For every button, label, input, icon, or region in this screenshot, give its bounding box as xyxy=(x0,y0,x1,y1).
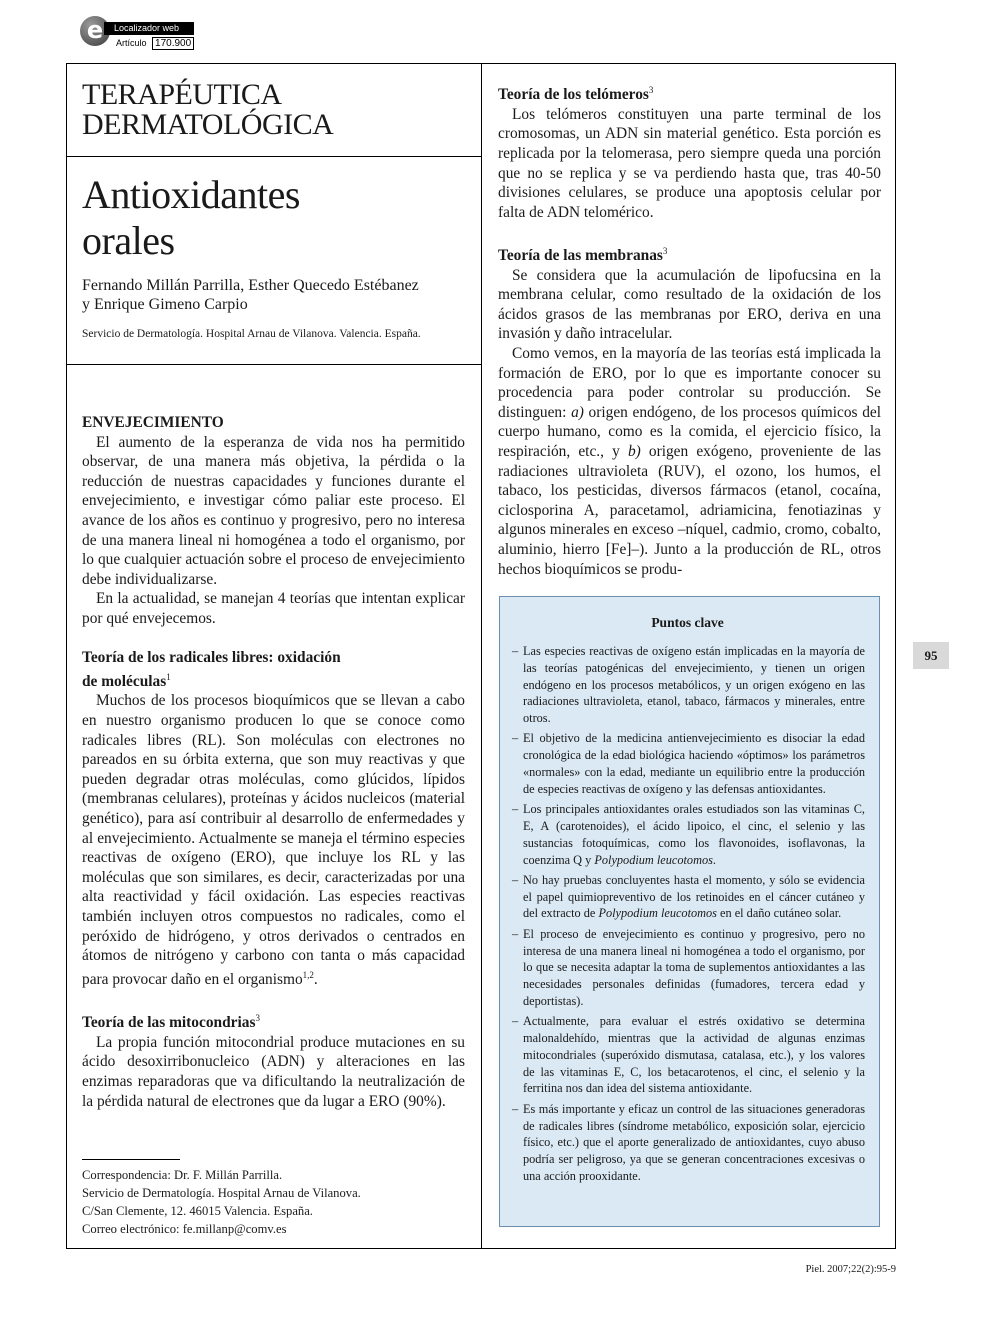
article-number: 170.900 xyxy=(152,37,194,50)
list-item: – Actualmente, para evaluar el estrés oxidativo se determina malonaldehído, mientras que la actividad de algunas enzimas mitocondriales (superóxido dismutasa, catalasa, etc.), y los valores de las vitaminas E, C, los betacarotenos, el cinc, el selenio y la ferritina nos dan idea del sistema antioxidante. xyxy=(510,1013,865,1097)
list-item: – No hay pruebas concluyentes hasta el momento, y sólo se evidencia el papel quimiopreventivo de los retinoides en el cáncer cutáneo y del extracto de Polypodium leucotomos en el daño cutáneo solar. xyxy=(510,872,865,922)
heading-radicales-libres: Teoría de los radicales libres: oxidación de moléculas$^1$ xyxy=(82,649,341,690)
section-divider xyxy=(66,156,482,157)
list-item: – Los principales antioxidantes orales estudiados son las vitaminas C, E, A (carotenoides), el ácido lipoico, el cinc, el selenio y las sustancias fotoquímicas, como los flavonoides, isoflavonas, la coenzima Q y Polypodium leucotomos. xyxy=(510,801,865,868)
list-item: – El proceso de envejecimiento es continuo y progresivo, pero no interesa de una manera lineal ni homogénea a todo el organismo, por lo que se necesita adaptar la toma de suplementos antioxidantes a las necesidades personales definidas (fumadores, tercera edad y deportistas). xyxy=(510,926,865,1010)
email: Correo electrónico: fe.millanp@comv.es xyxy=(82,1222,287,1236)
paragraph: El aumento de la esperanza de vida nos ha permitido observar, de una manera más objetiva, la pérdida o la reducción de nuestras capacidades y funciones durante el envejecimiento, e investigar cómo paliar este proceso. El avance de los años es continuo y progresivo, pero no interesa de una manera lineal ni homogénea a todo el organismo, por lo que cualquier actuación sobre el proceso de envejecimiento debe individualizarse. xyxy=(82,433,465,588)
header-divider xyxy=(66,364,482,365)
key-points-title: Puntos clave xyxy=(651,615,724,630)
page-number: 95 xyxy=(913,642,949,669)
heading-envejecimiento: ENVEJECIMIENTO xyxy=(82,414,224,431)
e-logo-icon: e xyxy=(80,16,110,46)
heading-membranas: Teoría de las membranas$^3$ xyxy=(498,245,668,264)
paragraph: Se considera que la acumulación de lipofucsina en la membrana celular, como resultado de la oxidación de los ácidos grasos de las membranas por ERO, deriva en una invasión y daño intracelular. xyxy=(498,266,881,343)
list-item: – El objetivo de la medicina antienvejecimiento es disociar la edad cronológica de la edad biológica haciendo «óptimos» los parámetros «normales» con la edad, mediante un equilibrio entre la producción de especies reactivas de oxígeno y las defensas antioxidantes. xyxy=(510,730,865,797)
key-points-list xyxy=(510,643,865,1185)
list-item: – Es más importante y eficaz un control de las situaciones generadoras de radicales libres (síndrome metabólico, exposición solar, ejercicio físico, etc.) que el aporte generalizado de antioxidantes, cuyo abuso podría ser peligroso, ya que se generan concentraciones excesivas o una acción prooxidante. xyxy=(510,1101,865,1185)
paragraph: La propia función mitocondrial produce mutaciones en su ácido desoxirribonucleico (ADN) y alteraciones en las enzimas reparadoras que va dificultando la neutralización de la pérdida natural de electrones que da lugar a ERO (90%). xyxy=(82,1033,465,1110)
footnote-rule xyxy=(82,1159,180,1160)
paragraph: Como vemos, en la mayoría de las teorías está implicada la formación de ERO, por lo que es importante conocer su procedencia para poder controlar su producción. Se distinguen: a) origen endógeno, de los procesos químicos del cuerpo humano, como es la comida, el ejercicio físico, la respiración, etc., y b) origen exógeno, proveniente de las radiaciones ultravioleta (RUV), el ozono, los humos, el tabaco, los pesticidas, diversos fármacos (etanol, cocaína, ciclosporina A, paracetamol, adriamicina, fenotiazinas y algunos minerales en exceso –níquel, cadmio, cromo, cobalto, aluminio, hierro [Fe]–). Junto a la producción de RL, otros hechos bioquímicos se produ- xyxy=(498,344,882,578)
column-divider xyxy=(481,63,482,1249)
article-locator xyxy=(116,38,194,49)
paragraph: Muchos de los procesos bioquímicos que se llevan a cabo en nuestro organismo producen lo que se conoce como radicales libres (RL). Son moléculas con electrones no pareados en su órbita externa, que son muy reactivas y que pueden degradar otras moléculas, como glúcidos, lípidos (membranas celulares), proteínas y ácidos nucleicos (material genético), para así contribuir al desarrollo de enfermedades y al envejecimiento. Actualmente se maneja el término especies reactivas de oxígeno (ERO), que incluye los RL y las moléculas que son similares, es decir, caracterizadas por una alta reactividad y fácil oxidación. Las especies reactivas también incluyen otros compuestos no radicales, como el peróxido de hidrógeno, y otros derivados o centrados en átomos de nitrógeno y carbono con tanta o más capacidad para provocar daño en el organismo$^{1,2}$. xyxy=(82,692,465,988)
article-label: Artículo xyxy=(116,38,147,48)
heading-mitocondrias: Teoría de las mitocondrias$^3$ xyxy=(82,1013,260,1032)
list-item: – Las especies reactivas de oxígeno están implicadas en la mayoría de las teorías patogénicas del envejecimiento, y tienen un origen endógeno en los procesos metabólicos, y un origen exógeno en las radiaciones ultravioleta, etanol, tabaco, fármacos y minerales, entre otros. xyxy=(510,643,865,727)
section-label: TERAPÉUTICA DERMATOLÓGICA xyxy=(82,78,334,141)
web-locator-label: Localizador web xyxy=(104,22,194,35)
heading-telomeros: Teoría de los telómeros$^3$ xyxy=(498,85,654,104)
article-title: Antioxidantes orales xyxy=(82,172,300,263)
journal-citation: Piel. 2007;22(2):95-9 xyxy=(805,1264,896,1275)
web-locator-logo xyxy=(80,14,200,54)
authors: Fernando Millán Parrilla, Esther Quecedo Estébanez y Enrique Gimeno Carpio xyxy=(82,277,419,313)
affiliation: Servicio de Dermatología. Hospital Arnau de Vilanova. Valencia. España. xyxy=(82,328,421,340)
right-column xyxy=(498,81,881,579)
key-points-box xyxy=(499,596,880,1227)
left-column xyxy=(82,413,465,1111)
correspondence: Correspondencia: Dr. F. Millán Parrilla. Servicio de Dermatología. Hospital Arnau de Vilanova. C/San Clemente, 12. 46015 Valencia. España. Correo electrónico: fe.millanp@comv.es xyxy=(82,1166,472,1238)
paragraph: En la actualidad, se manejan 4 teorías que intentan explicar por qué envejecemos. xyxy=(82,590,465,627)
paragraph: Los telómeros constituyen una parte terminal de los cromosomas, un ADN sin material genético. Esta porción es replicada por la telomerasa, pero siempre queda una porción que no se replica y se va perdiendo hasta que, tras 40-50 divisiones celulares, se produce una apoptosis celular por falta de ADN telomérico. xyxy=(498,105,881,221)
